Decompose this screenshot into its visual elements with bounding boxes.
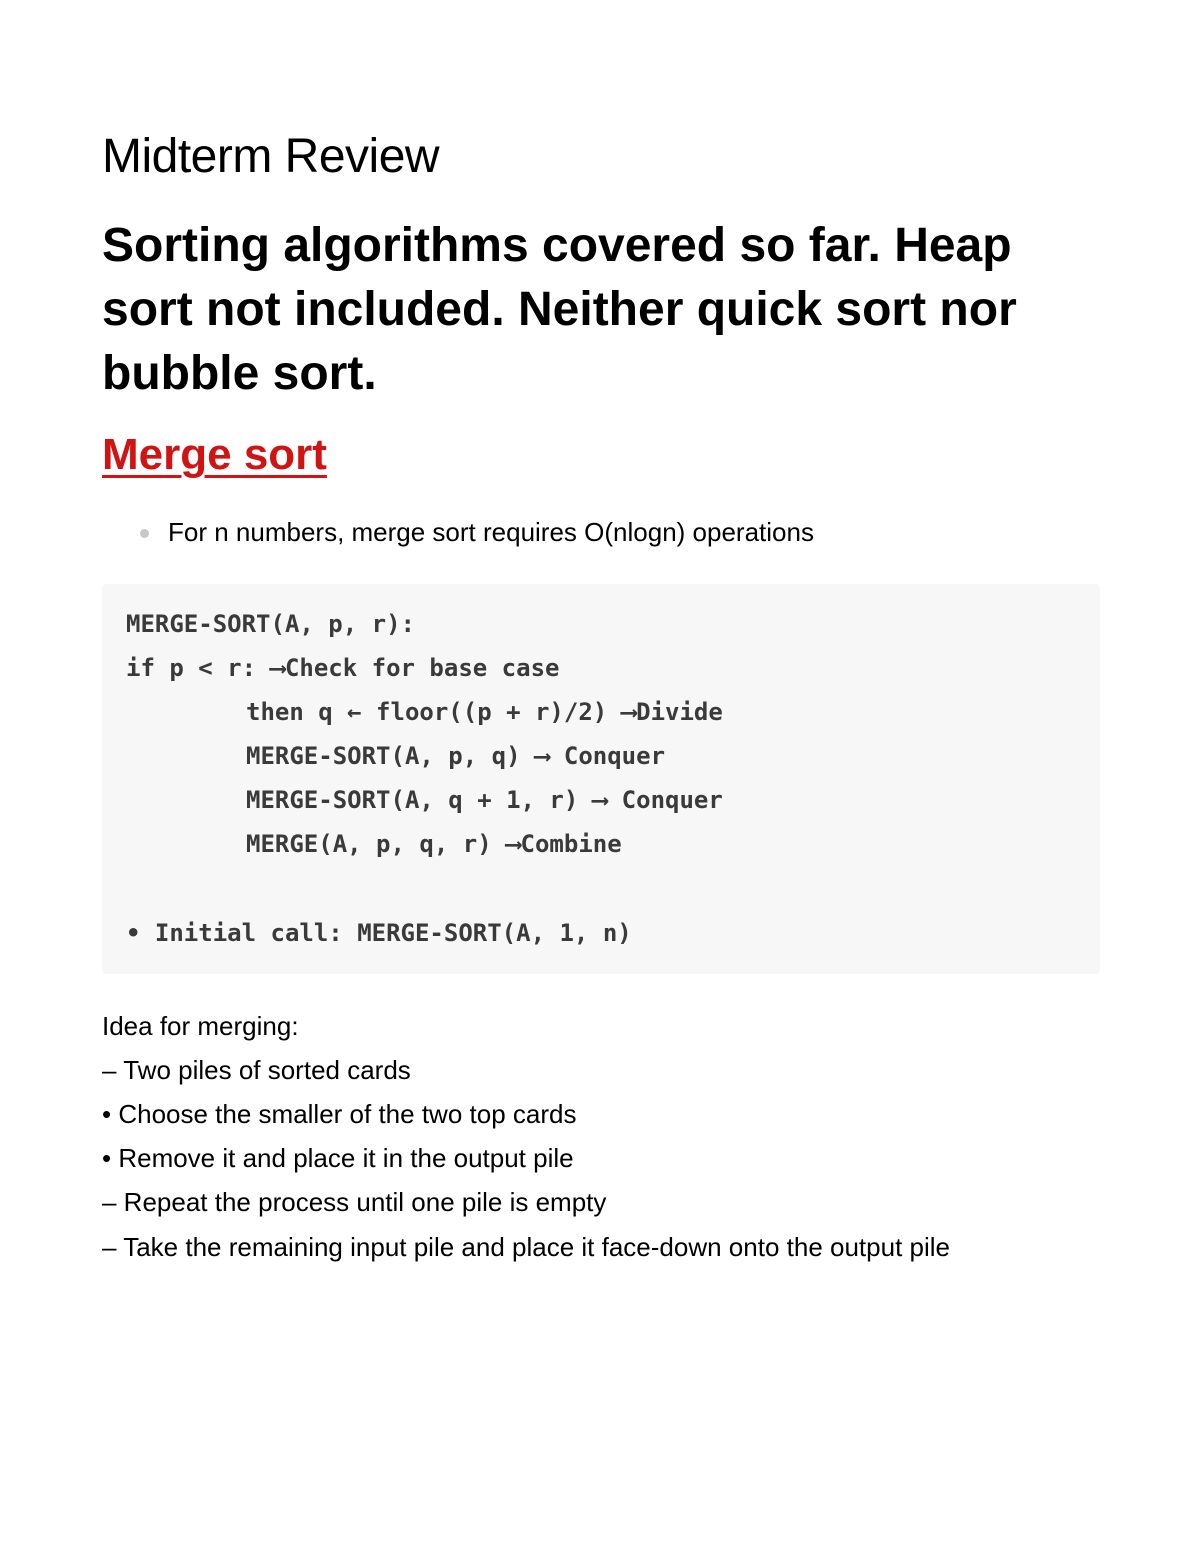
code-line: MERGE-SORT(A, p, r):	[126, 610, 415, 638]
code-line: MERGE-SORT(A, q + 1, r) ⟶ Conquer	[246, 786, 723, 814]
page-title: Midterm Review	[102, 130, 440, 183]
code-line: then q ← floor((p + r)/2) ⟶Divide	[246, 698, 723, 726]
page-subtitle: Sorting algorithms covered so far. Heap sort not included. Neither quick sort nor bubble sort.	[102, 219, 1017, 400]
list-item	[102, 514, 814, 550]
note-line: – Two piles of sorted cards	[102, 1055, 411, 1085]
note-line: • Remove it and place it in the output pile	[102, 1143, 574, 1173]
code-line: MERGE-SORT(A, p, q) ⟶ Conquer	[246, 742, 666, 770]
bullet-dot-icon	[140, 529, 149, 538]
code-line: • Initial call: MERGE-SORT(A, 1, n)	[126, 919, 632, 947]
code-line: if p < r: ⟶Check for base case	[126, 654, 560, 682]
note-line: • Choose the smaller of the two top cards	[102, 1099, 577, 1129]
note-line: – Take the remaining input pile and place it face-down onto the output pile	[102, 1232, 950, 1262]
notes-heading: Idea for merging:	[102, 1011, 299, 1041]
code-block	[102, 584, 1100, 974]
code-line: MERGE(A, p, q, r) ⟶Combine	[246, 830, 622, 858]
bullet-list	[102, 514, 814, 550]
section-heading-merge-sort: Merge sort	[102, 430, 327, 479]
list-item-text: For n numbers, merge sort requires O(nlogn) operations	[168, 517, 814, 547]
note-line: – Repeat the process until one pile is empty	[102, 1187, 607, 1217]
